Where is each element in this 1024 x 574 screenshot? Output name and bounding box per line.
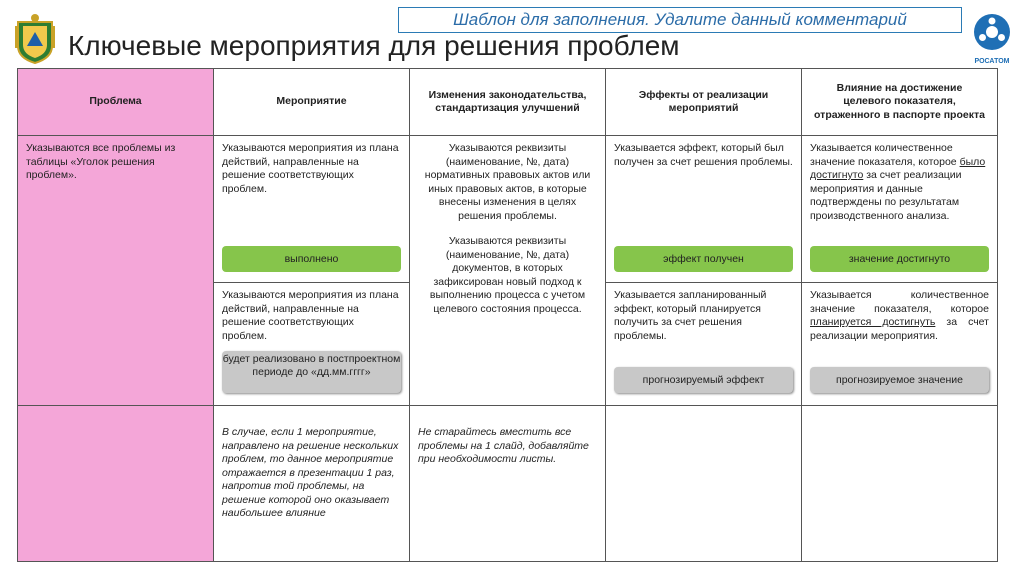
problem-cell-empty — [18, 406, 214, 562]
rosatom-logo-icon — [970, 12, 1014, 52]
law-text-1: Указываются реквизиты (наименование, №, дата) нормативных правовых актов или иных правовых актов, в которые внесены изменения в целях решения проблемы. — [424, 142, 591, 222]
status-badge-forecast-effect: прогнозируемый эффект — [614, 367, 793, 393]
impact-text-2 — [810, 289, 989, 343]
note-event-cell — [214, 406, 410, 562]
header-problem: Проблема — [18, 69, 214, 136]
table-header-row — [18, 69, 998, 136]
status-badge-post-project: будет реализовано в постпроектном периоде до «дд.мм.гггг» — [222, 351, 401, 393]
impact-text-1 — [810, 142, 989, 223]
status-badge-completed: выполнено — [222, 246, 401, 272]
header-event: Мероприятие — [214, 69, 410, 136]
impact-cell-1 — [802, 136, 998, 283]
status-badge-effect-received: эффект получен — [614, 246, 793, 272]
effect-cell-1 — [606, 136, 802, 283]
effect-text-1: Указывается эффект, который был получен за счет решения проблемы. — [614, 142, 793, 168]
table-row — [18, 406, 998, 562]
law-text-2: Указываются реквизиты (наименование, №, дата) документов, в которых зафиксирован новый подход к выполнению процесса с учетом целевого состояния процесса. — [429, 235, 586, 315]
note-law-cell — [410, 406, 606, 562]
status-badge-value-achieved: значение достигнуто — [810, 246, 989, 272]
law-cell — [410, 136, 606, 406]
note-law: Не старайтесь вместить все проблемы на 1 слайд, добавляйте при необходимости листы. — [418, 426, 589, 465]
header-impact: Влияние на достижение целевого показателя, отраженного в паспорте проекта — [802, 69, 998, 136]
note-event: В случае, если 1 мероприятие, направлено на решение нескольких проблем, то данное мероприятие отражается в презентации 1 раз, напротив той проблемы, на решение которой оно оказывает наибольшее влияние — [222, 426, 399, 519]
header-effects: Эффекты от реализации мероприятий — [606, 69, 802, 136]
impact-text-2a: Указывается количественное значение показателя, которое — [810, 289, 989, 315]
rosatom-logo — [970, 12, 1014, 64]
template-comment: Шаблон для заполнения. Удалите данный комментарий — [398, 7, 962, 33]
event-text-1: Указываются мероприятия из плана действий, направленные на решение соответствующих проблем. — [222, 142, 399, 195]
impact-text-1b: за счет реализации мероприятия и данные подтверждены по результатам производственного анализа. — [810, 169, 962, 222]
header-law: Изменения законодательства, стандартизация улучшений — [410, 69, 606, 136]
region-emblem-icon — [14, 12, 56, 64]
event-cell-1 — [214, 136, 410, 283]
problem-text: Указываются все проблемы из таблицы «Уголок решения проблем». — [26, 142, 176, 181]
impact-text-2-underline: планируется достигнуть — [810, 316, 936, 328]
page-title: Ключевые мероприятия для решения проблем — [68, 30, 680, 61]
event-text-2: Указываются мероприятия из плана действий, направленные на решение соответствующих проблем. — [222, 289, 399, 342]
impact-cell-2 — [802, 283, 998, 406]
problem-cell — [18, 136, 214, 406]
impact-text-1a: Указывается количественное значение показателя, которое — [810, 142, 960, 168]
empty-impact-cell — [802, 406, 998, 562]
event-cell-2 — [214, 283, 410, 406]
empty-effect-cell — [606, 406, 802, 562]
impact-text-1-underline: было достигнуто — [810, 155, 986, 181]
key-events-table — [17, 68, 998, 562]
effect-text-2: Указывается запланированный эффект, который планируется получить за счет решения проблемы. — [614, 289, 767, 342]
rosatom-logo-caption: РОСАТОМ — [974, 58, 1010, 65]
table-row — [18, 136, 998, 283]
impact-text-2b: за счет реализации мероприятия. — [810, 316, 989, 342]
effect-cell-2 — [606, 283, 802, 406]
status-badge-forecast-value: прогнозируемое значение — [810, 367, 989, 393]
